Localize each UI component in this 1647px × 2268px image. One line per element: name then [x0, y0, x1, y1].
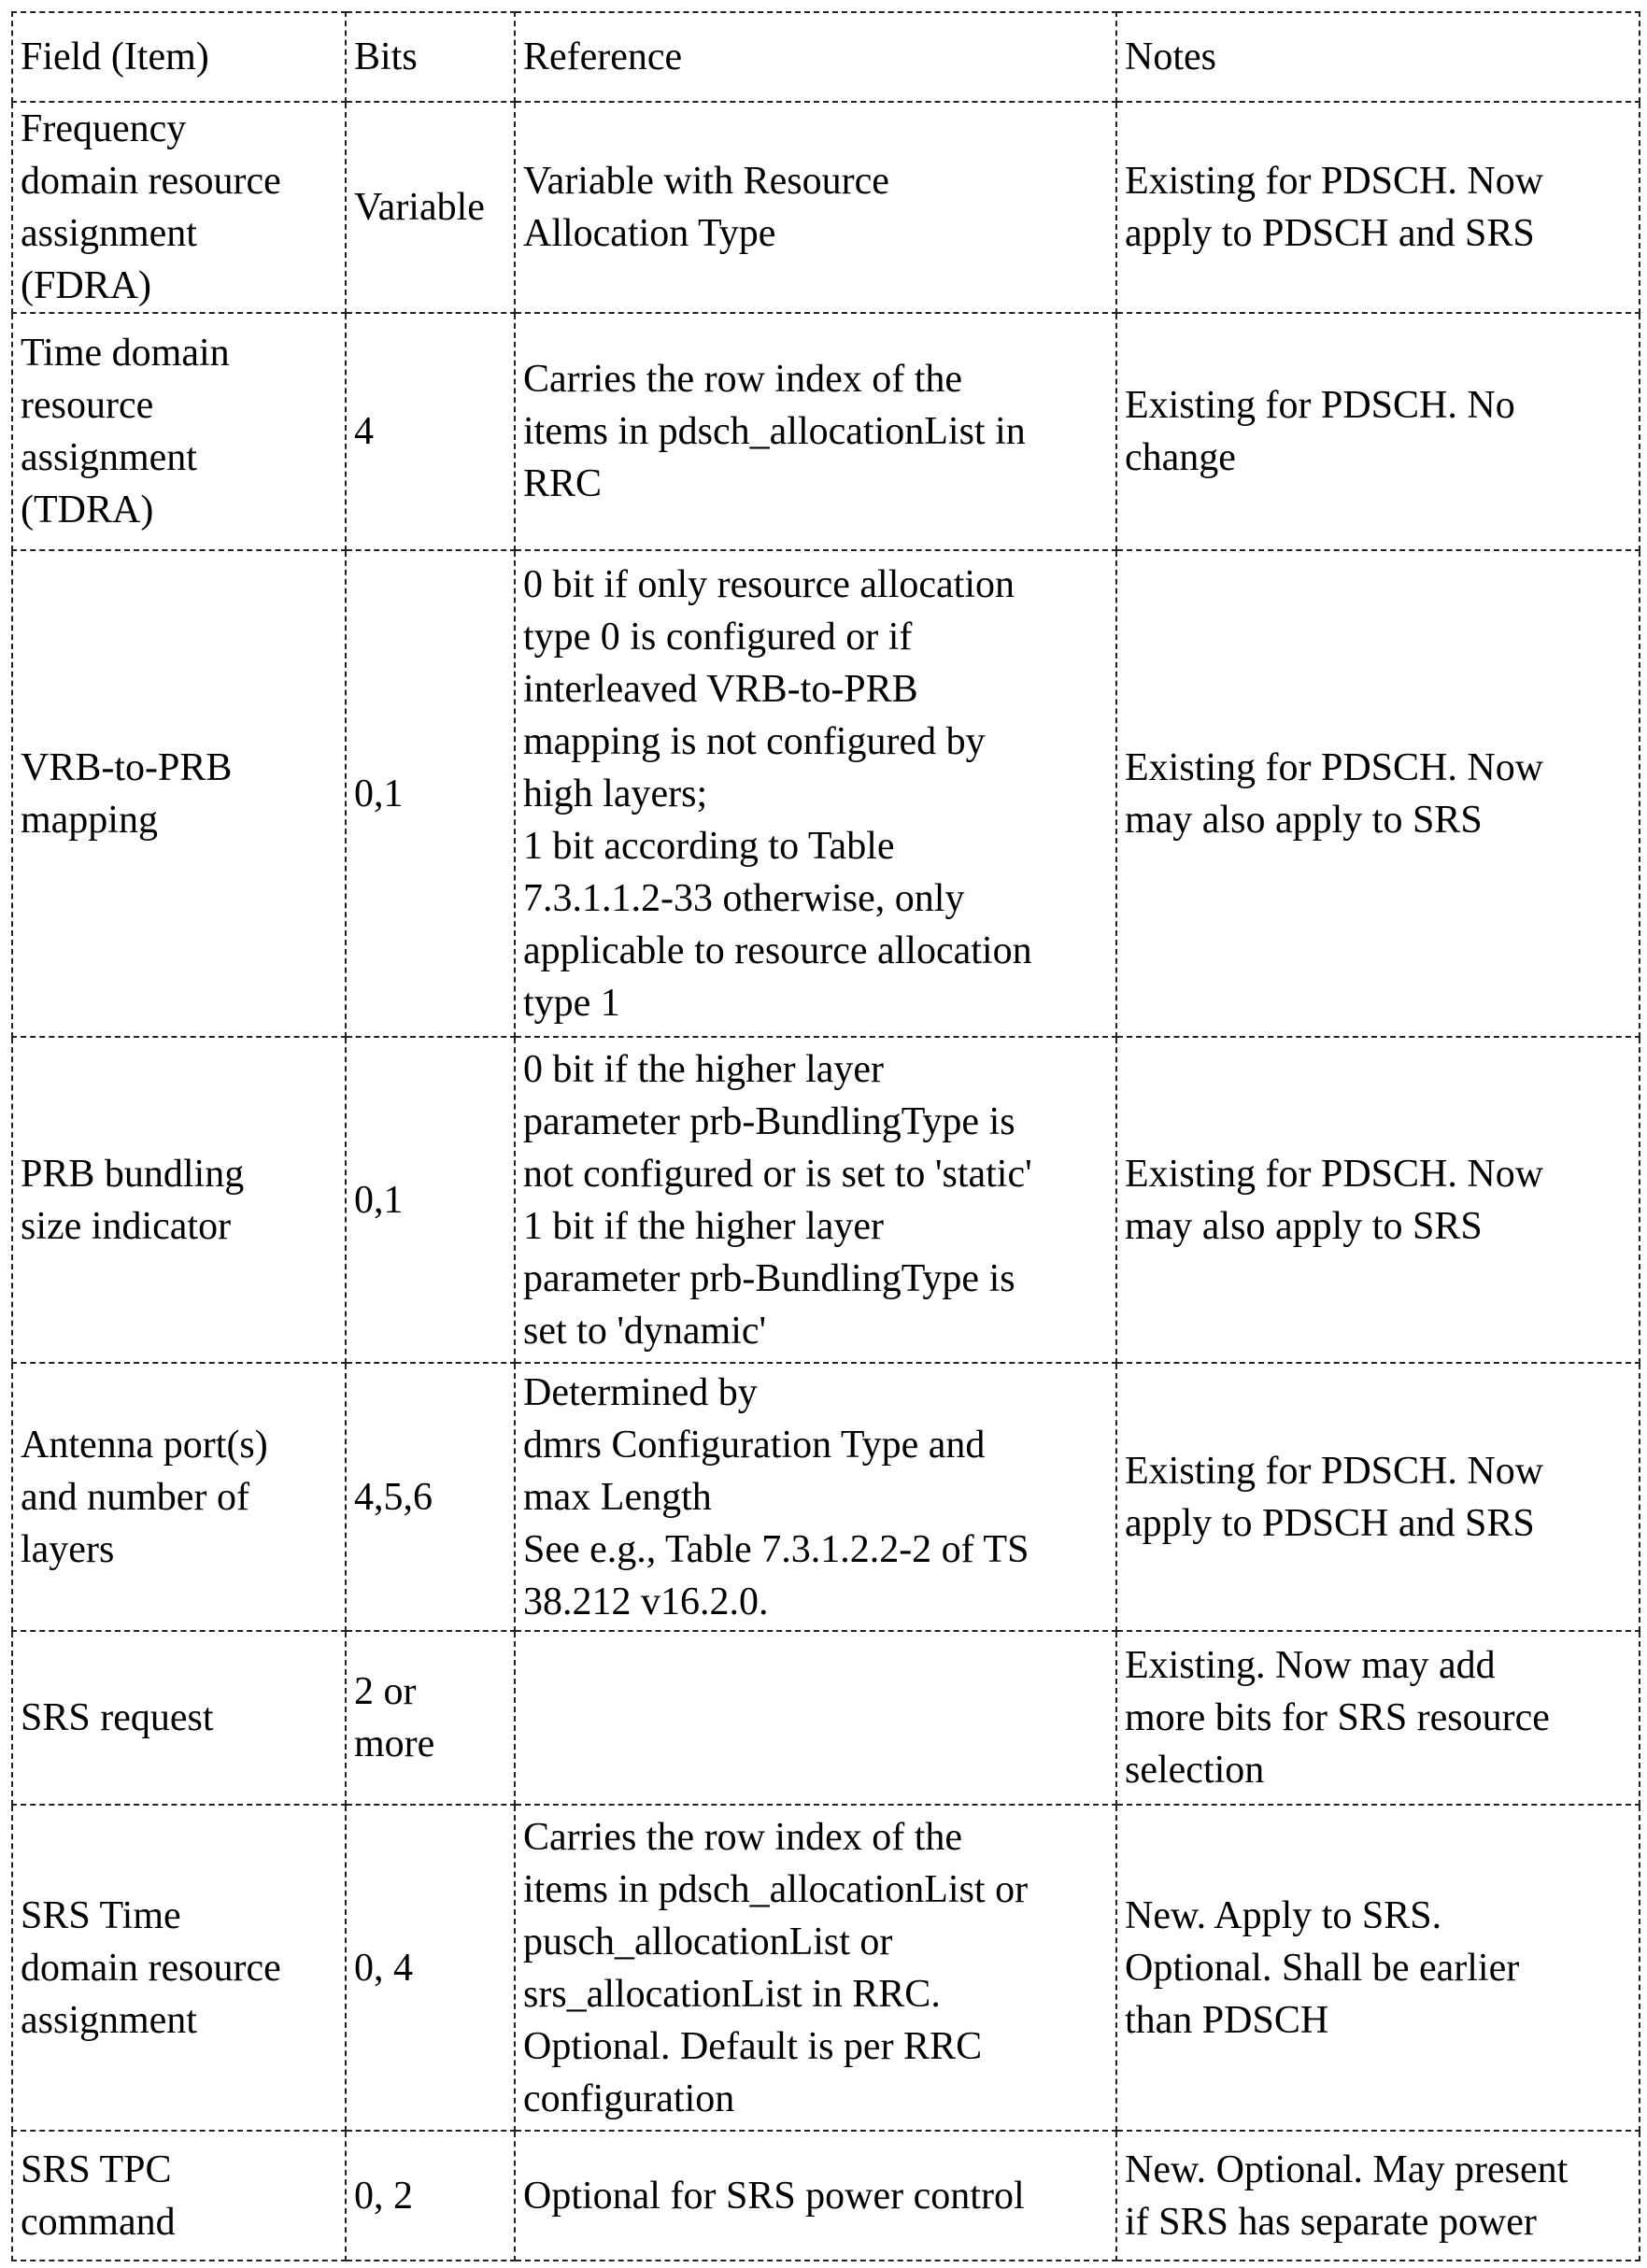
- cell-bits: 0,1: [346, 1037, 515, 1363]
- table-row: [12, 1363, 1640, 1631]
- cell-reference: Determined by dmrs Configuration Type and max Length See e.g., Table 7.3.1.2.2-2 of TS 38.212 v16.2.0.: [515, 1363, 1116, 1631]
- table-row: [12, 550, 1640, 1037]
- cell-field: SRS request: [12, 1631, 346, 1805]
- cell-notes: New. Apply to SRS. Optional. Shall be earlier than PDSCH: [1116, 1805, 1640, 2131]
- cell-notes: Existing for PDSCH. No change: [1116, 313, 1640, 550]
- cell-notes: Existing for PDSCH. Now may also apply to SRS: [1116, 1037, 1640, 1363]
- cell-field: Frequency domain resource assignment (FDRA): [12, 102, 346, 313]
- header-bits: Bits: [346, 12, 515, 102]
- cell-reference: 0 bit if the higher layer parameter prb-BundlingType is not configured or is set to 'static' 1 bit if the higher layer parameter prb-BundlingType is set to 'dynamic': [515, 1037, 1116, 1363]
- table-row: [12, 1037, 1640, 1363]
- table-row: [12, 313, 1640, 550]
- cell-bits: 2 or more: [346, 1631, 515, 1805]
- header-row: [12, 12, 1640, 102]
- table-row: [12, 1631, 1640, 1805]
- cell-field: PRB bundling size indicator: [12, 1037, 346, 1363]
- cell-notes: Existing for PDSCH. Now apply to PDSCH and SRS: [1116, 1363, 1640, 1631]
- cell-field: Time domain resource assignment (TDRA): [12, 313, 346, 550]
- dci-field-table: [11, 11, 1640, 2261]
- cell-field: SRS TPC command: [12, 2131, 346, 2261]
- cell-reference: Variable with Resource Allocation Type: [515, 102, 1116, 313]
- header-notes: Notes: [1116, 12, 1640, 102]
- cell-notes: New. Optional. May present if SRS has separate power: [1116, 2131, 1640, 2261]
- cell-bits: 4,5,6: [346, 1363, 515, 1631]
- cell-notes: Existing. Now may add more bits for SRS resource selection: [1116, 1631, 1640, 1805]
- cell-bits: 0, 2: [346, 2131, 515, 2261]
- cell-reference: [515, 1631, 1116, 1805]
- cell-field: SRS Time domain resource assignment: [12, 1805, 346, 2131]
- cell-field: Antenna port(s) and number of layers: [12, 1363, 346, 1631]
- cell-notes: Existing for PDSCH. Now may also apply to SRS: [1116, 550, 1640, 1037]
- cell-bits: 0, 4: [346, 1805, 515, 2131]
- cell-notes: Existing for PDSCH. Now apply to PDSCH and SRS: [1116, 102, 1640, 313]
- table-row: [12, 2131, 1640, 2261]
- header-reference: Reference: [515, 12, 1116, 102]
- cell-bits: Variable: [346, 102, 515, 313]
- table-row: [12, 1805, 1640, 2131]
- header-field: Field (Item): [12, 12, 346, 102]
- cell-bits: 0,1: [346, 550, 515, 1037]
- cell-field: VRB-to-PRB mapping: [12, 550, 346, 1037]
- cell-bits: 4: [346, 313, 515, 550]
- table-row: [12, 102, 1640, 313]
- cell-reference: Carries the row index of the items in pdsch_allocationList in RRC: [515, 313, 1116, 550]
- cell-reference: Carries the row index of the items in pdsch_allocationList or pusch_allocationList or srs_allocationList in RRC. Optional. Default is per RRC configuration: [515, 1805, 1116, 2131]
- cell-reference: Optional for SRS power control: [515, 2131, 1116, 2261]
- cell-reference: 0 bit if only resource allocation type 0 is configured or if interleaved VRB-to-PRB mapping is not configured by high layers; 1 bit according to Table 7.3.1.1.2-33 otherwise, only applicable to resource allocation type 1: [515, 550, 1116, 1037]
